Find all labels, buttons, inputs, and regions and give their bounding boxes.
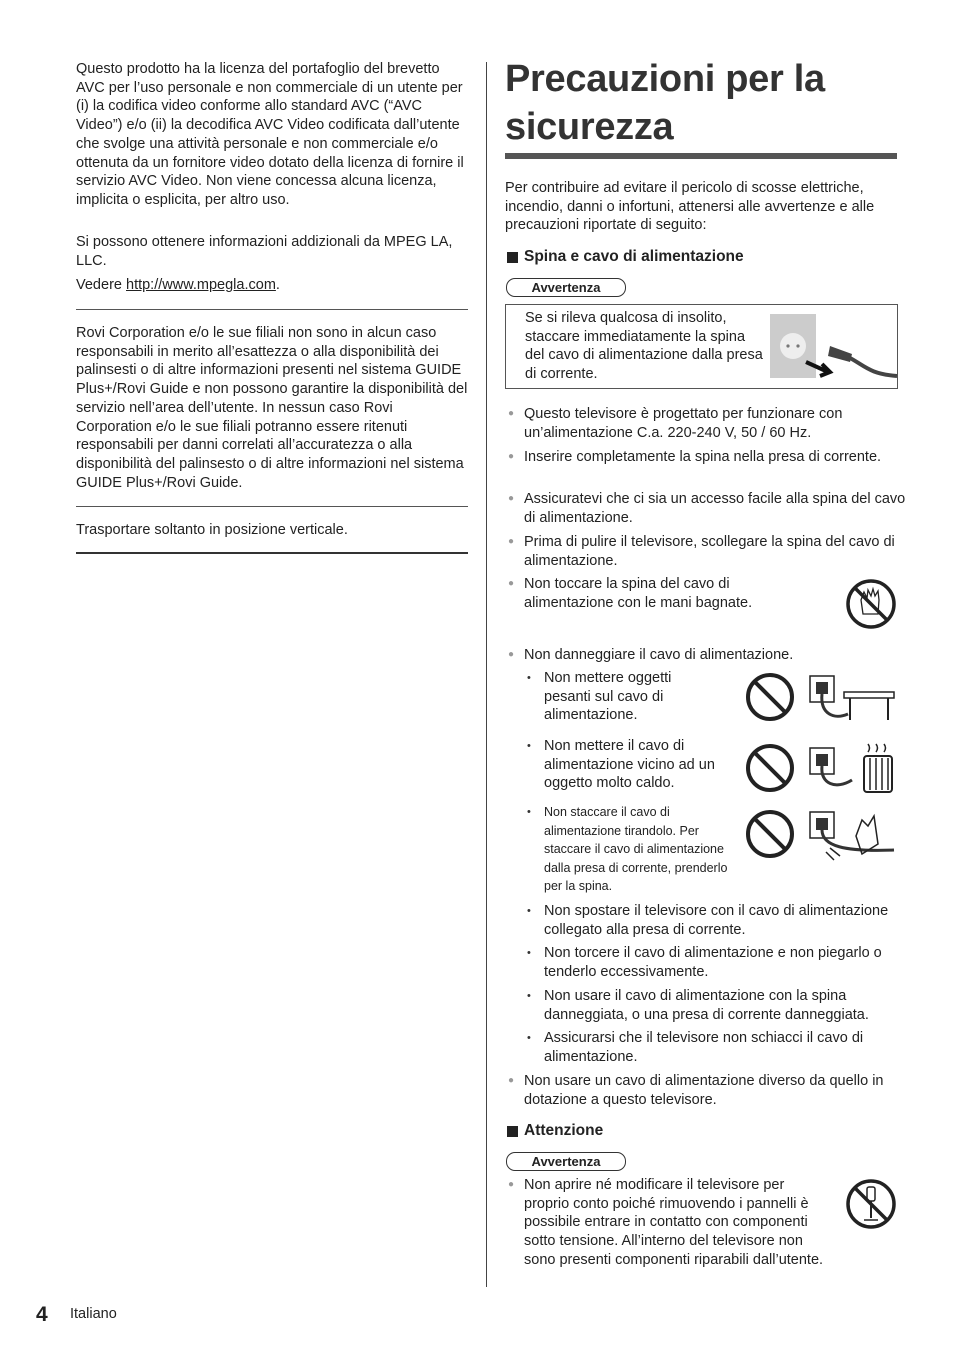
warning-pill: Avvertenza [506,278,626,297]
list-item: ● Non usare un cavo di alimentazione diverso da quello in dotazione a questo televisore. [505,1072,919,1109]
sub-list-item: • Non usare il cavo di alimentazione con la spina danneggiata, o una presa di corrente danneggiata. [527,987,914,1024]
list-item: ● Non danneggiare il cavo di alimentazione. [505,646,904,665]
section-heading-attention [507,1122,603,1140]
sub-list-item: • Non torcere il cavo di alimentazione e non piegarlo o tenderlo eccessivamente. [527,944,914,981]
intro-text: Per contribuire ad evitare il pericolo di scosse elettriche, incendio, danni o infortuni, attenersi alle avvertenze e alle precauzioni riportate di seguito: [505,180,875,234]
footer-language: Italiano [70,1306,117,1322]
divider [76,309,468,310]
square-bullet-icon [507,1126,518,1137]
divider [76,552,468,554]
rovi-disclaimer-text: Rovi Corporation e/o le sue filiali non sono in alcun caso responsabili in merito all’esattezza o alla disponibilità dei palinsesti o di altre informazioni presenti nel sistema GUIDE Plus+/Rovi Guide e non possono garantire la disponibilità del servizio nell’area dell’utente. In nessun caso Rovi Corporation e/o le sue filiali potranno essere ritenuti responsabili per danni correlati all’accuratezza o alla disponibilità del palinsesto o di altre informazioni nel sistema GUIDE Plus+/Rovi Guide. [76,325,468,491]
no-wet-hands-icon [845,578,897,630]
page-number: 4 [36,1303,48,1326]
sub-list-item: • Non mettere oggetti pesanti sul cavo di alimentazione. [527,669,714,725]
page-title [505,55,905,151]
section-heading-label: Attenzione [524,1122,604,1139]
square-bullet-icon [507,252,518,263]
link-suffix: . [275,277,280,293]
warning-box-text: Se si rileva qualcosa di insolito, staccare immediatamente la spina del cavo di alimentazione dalla presa di corrente. [525,310,763,383]
list-item: ● Assicuratevi che ci sia un accesso facile alla spina del cavo di alimentazione. [505,490,919,527]
list-item: ● Inserire completamente la spina nella presa di corrente. [505,448,904,467]
sub-list-item: • Non mettere il cavo di alimentazione vicino ad un oggetto molto caldo. [527,737,744,793]
sub-list-item: • Non spostare il televisore con il cavo di alimentazione collegato alla presa di corrente. [527,902,914,939]
section-heading-power [507,248,744,266]
list-item: ● Non aprire né modificare il televisore per proprio conto poiché rimuovendo i pannelli è possibile entrare in contatto con componenti sotto tensione. All’interno del televisore non sono presenti componenti riparabili dall’utente. [505,1176,824,1270]
column-divider [486,62,487,1287]
heavy-object-on-cable-icon [744,670,896,724]
title-line-1: Precauzioni per la [505,58,825,100]
list-item: ● Prima di pulire il televisore, scollegare la spina del cavo di alimentazione. [505,533,904,570]
pull-cable-icon [744,806,896,866]
transport-note: Trasportare soltanto in posizione verticale. [76,522,348,538]
title-line-2: sicurezza [505,106,674,148]
warning-box [505,304,898,389]
title-underline [505,153,897,159]
warning-pill: Avvertenza [506,1152,626,1171]
sub-list-item: • Non staccare il cavo di alimentazione tirandolo. Per staccare il cavo di alimentazione dalla presa di corrente, prenderlo per la spina. [527,803,744,896]
list-item: ● Questo televisore è progettato per funzionare con un’alimentazione C.a. 220-240 V, 50 / 60 Hz. [505,405,904,442]
mpeg-license-text: Questo prodotto ha la licenza del portafoglio del brevetto AVC per l’uso personale e non commerciale di un utente per (i) la codifica video conforme allo standard AVC (“AVC Video”) e/o (ii) la decodifica AVC Video codificata dall’utente che svolge una attività personale e non commerciale e/o ottenuta da un fornitore video dotato della licenza di fornire il servizio AVC Video. Non viene concessa alcuna licenza, implicita o esplicita, per altro uso. [76,61,464,208]
divider [76,506,468,507]
list-item: ● Non toccare la spina del cavo di alimentazione con le mani bagnate. [505,575,784,612]
unplug-icon [770,314,897,380]
no-disassemble-icon [845,1178,897,1230]
mpeg-link-line [76,276,469,295]
sub-list-item: • Assicurarsi che il televisore non schiacci il cavo di alimentazione. [527,1029,914,1066]
mpeg-link[interactable]: http://www.mpegla.com [126,277,276,293]
hot-object-near-cable-icon [744,740,896,796]
mpeg-info-text: Si possono ottenere informazioni addizionali da MPEG LA, LLC. [76,234,453,269]
section-heading-label: Spina e cavo di alimentazione [524,248,744,265]
link-prefix: Vedere [76,277,126,293]
